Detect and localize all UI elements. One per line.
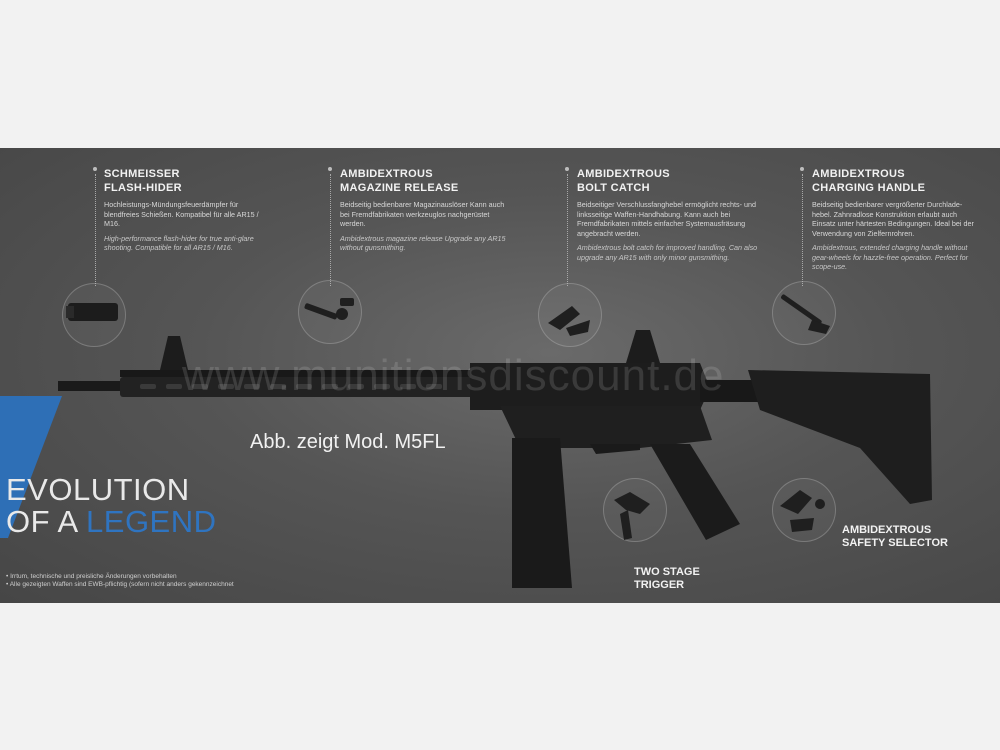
disclaimer-line-1: • Irrtum, technische und preisliche Änderungen vorbehalten (6, 573, 177, 580)
feature-text-en: High-performance flash-hider for true anti-glare shooting. Compatible for all AR15 / M16. (104, 233, 254, 252)
pistol-grip (650, 444, 740, 540)
trigger-part-icon (614, 492, 650, 540)
feature-text-de: Beidseitig bedienbarer vergrößerter Durchlade-hebel. Zahnradlose Konstruktion erlaubt auch Einsatz unter härtesten Bedingungen. Ideal bei der Verwendung von Zielfernrohren. (812, 200, 974, 238)
watermark-text: www.munitionsdiscount.de (182, 351, 725, 400)
feature-text-de: Beidseitig bedienbarer Magazinauslöser Kann auch bei Fremdfabrikaten werkzeuglos nachgerüstet werden. (340, 200, 505, 228)
headline-line-2 (6, 506, 217, 538)
trigger-label: TWO STAGE TRIGGER (634, 566, 700, 591)
stock (748, 370, 932, 504)
magazine-release-part-icon (304, 298, 354, 320)
feature-title: AMBIDEXTROUS BOLT CATCH (577, 168, 670, 194)
safety-selector-part-icon (780, 490, 825, 532)
magazine (512, 438, 572, 588)
disclaimer (6, 573, 234, 589)
bolt-catch-part-icon (548, 306, 590, 336)
feature-title: SCHMEISSER FLASH-HIDER (104, 168, 182, 194)
model-caption: Abb. zeigt Mod. M5FL (250, 431, 446, 453)
feature-title: AMBIDEXTROUS MAGAZINE RELEASE (340, 168, 459, 194)
disclaimer-line-2: • Alle gezeigten Waffen sind EWB-pflichtig (sofern nicht anders gekennzeichnet (6, 581, 234, 588)
trigger-guard (590, 444, 640, 454)
feature-text-de: Beidseitiger Verschlussfanghebel ermöglicht rechts- und linksseitige Waffen-Handhabung. Kann auch bei Fremdfabrikaten mittels einfacher Systemausfräsung angebracht werden. (577, 200, 756, 238)
product-banner (0, 148, 1000, 603)
feature-title: AMBIDEXTROUS CHARGING HANDLE (812, 168, 926, 194)
feature-text-en: Ambidextrous bolt catch for improved handling. Can also upgrade any AR15 with only minor gunsmithing. (577, 243, 758, 262)
feature-text-de: Hochleistungs-Mündungsfeuerdämpfer für blendfreies Schießen. Kompatibel für alle AR15 / M16. (104, 200, 259, 228)
headline-highlight: LEGEND (86, 504, 217, 539)
feature-text-en: Ambidextrous magazine release Upgrade any AR15 without gunsmithing. (340, 233, 506, 252)
headline (6, 474, 217, 538)
safety-selector-label: AMBIDEXTROUS SAFETY SELECTOR (842, 524, 948, 549)
headline-line-1: EVOLUTION (6, 472, 190, 507)
charging-handle-part-icon (780, 294, 830, 334)
flash-hider (58, 381, 128, 391)
headline-line-2a: OF A (6, 504, 87, 539)
feature-text-en: Ambidextrous, extended charging handle without gear-wheels for hazzle-free operation. Perfect for scope-use. (812, 243, 969, 271)
flash-hider-part-icon (66, 303, 118, 321)
